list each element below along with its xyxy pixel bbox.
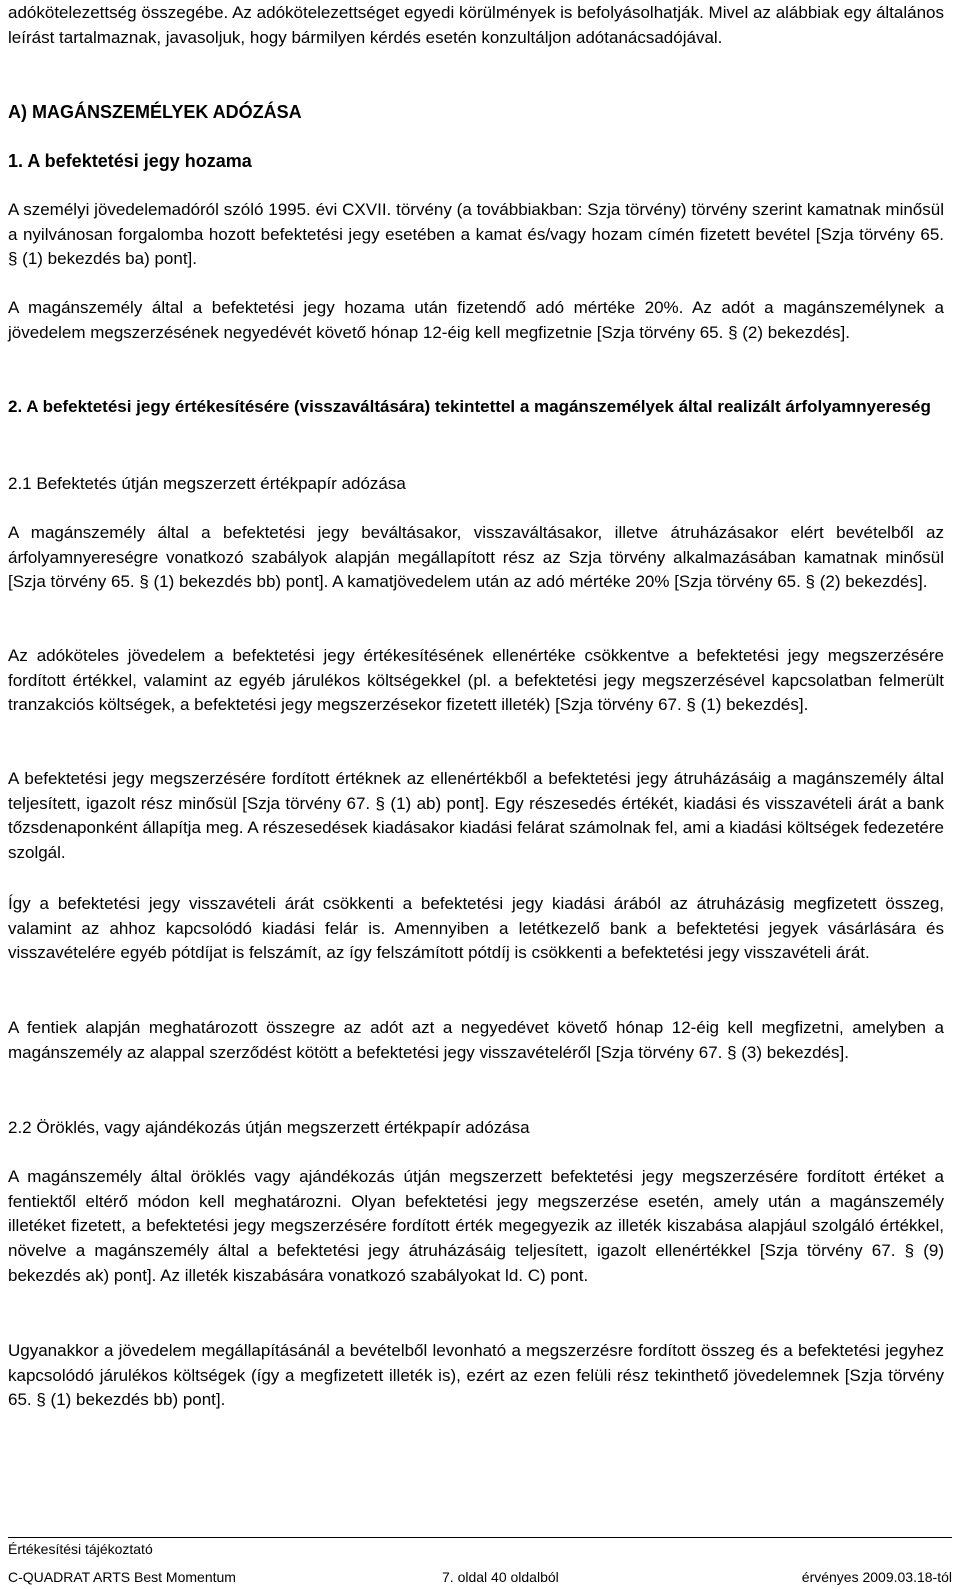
footer-fund-name: C-QUADRAT ARTS Best Momentum bbox=[8, 1569, 236, 1585]
paragraph-szja-kamat: A személyi jövedelemadóról szóló 1995. évi CXVII. törvény (a továbbiakban: Szja törvény) törvény szerint kamatnak minősül a nyilvánosan forgalomba hozott befektetési jegy esetében a kamat és/vagy hozam címén fizetett bevétel [Szja törvény 65. § (1) bekezdés ba) pont]. bbox=[8, 200, 944, 269]
heading-2-1: 2.1 Befektetés útján megszerzett értékpapír adózása bbox=[8, 474, 406, 493]
paragraph-visszaveteli-ar: Így a befektetési jegy visszavételi árát csökkenti a befektetési jegy kiadási árából az átruházásig megfizetett összeg, valamint az ahhoz kapcsolódó kiadási felár is. Amennyiben a letétkezelő bank a befektetési jegyek vásárlására és visszavételére egyéb pótdíjat is felszámít, az így felszámított pótdíj is csökkenti a befektetési jegy visszavételi árát. bbox=[8, 894, 944, 963]
paragraph-adokoteles-jovedelem: Az adóköteles jövedelem a befektetési jegy értékesítésének ellenértéke csökkentve a befektetési jegy megszerzésére fordított értékkel, valamint az egyéb járulékos költségekkel (pl. a befektetési jegy megszerzésével kapcsolatban felmerült tranzakciós költségek, a befektetési jegy megszerzésekor fizetett illeték) [Szja törvény 67. § (1) bekezdés]. bbox=[8, 646, 944, 715]
paragraph-orokles: A magánszemély által öröklés vagy ajándékozás útján megszerzett befektetési jegy megszerzésére fordított értéket a fentiektől eltérő módon kell meghatározni. Olyan befektetési jegy megszerzése esetén, amely után a magánszemély illetéket fizetett, a befektetési jegy megszerzésére fordított érték megegyezik az illeték kiszabása alapjául szolgáló értékkel, növelve a magánszemély által a befektetési jegy átruházásáig teljesített, igazolt ellenértékkel [Szja törvény 67. § (9) bekezdés ak) pont]. Az illeték kiszabására vonatkozó szabályokat ld. C) pont. bbox=[8, 1167, 944, 1285]
heading-2-arfolyamnyereseg: 2. A befektetési jegy értékesítésére (visszaváltására) tekintettel a magánszemélyek által realizált árfolyamnyereség bbox=[8, 397, 931, 416]
footer-page-number: 7. oldal 40 oldalból bbox=[442, 1569, 559, 1585]
heading-1-hozam: 1. A befektetési jegy hozama bbox=[8, 151, 252, 171]
paragraph-megszerzes-ertek: A befektetési jegy megszerzésére fordított értéknek az ellenértékből a befektetési jegy átruházásáig a magánszemély által teljesített, igazolt rész minősül [Szja törvény 67. § (1) ab) pont]. Egy részesedés értékét, kiadási és visszavételi árát a bank tőzsdenaponként állapítja meg. A részesedések kiadásakor kiadási felárat számolnak fel, ami a kiadási költségek fedezetére szolgál. bbox=[8, 769, 944, 863]
paragraph-ado-mertek: A magánszemély által a befektetési jegy hozama után fizetendő adó mértéke 20%. Az adót a magánszemélynek a jövedelem megszerzésének negyedévét követő hónap 12-éig kell megfizetnie [Szja törvény 65. § (2) bekezdés]. bbox=[8, 298, 944, 342]
paragraph-bevaltas: A magánszemély által a befektetési jegy beváltásakor, visszaváltásakor, illetve átruházásakor elért bevételből az árfolyamnyereségre vonatkozó szabályok alapján megállapított rész az Szja törvény alkalmazásában kamatnak minősül [Szja törvény 65. § (1) bekezdés bb) pont]. A kamatjövedelem után az adó mértéke 20% [Szja törvény 65. § (2) bekezdés]. bbox=[8, 523, 944, 592]
heading-2-2: 2.2 Öröklés, vagy ajándékozás útján megszerzett értékpapír adózása bbox=[8, 1118, 530, 1137]
paragraph-megfizetes: A fentiek alapján meghatározott összegre az adót azt a negyedévet követő hónap 12-éig kell megfizetni, amelyben a magánszemély az alappal szerződést kötött a befektetési jegy visszavételéről [Szja törvény 67. § (3) bekezdés]. bbox=[8, 1018, 944, 1062]
footer-divider bbox=[8, 1537, 952, 1538]
footer-title: Értékesítési tájékoztató bbox=[8, 1541, 153, 1557]
heading-a-maganszemelyek: A) MAGÁNSZEMÉLYEK ADÓZÁSA bbox=[8, 102, 302, 122]
paragraph-levonhato: Ugyanakkor a jövedelem megállapításánál a bevételből levonható a megszerzésre fordított összeg és a befektetési jegyhez kapcsolódó járulékos költségek (így a megfizetett illeték is), ezért az ezen felüli rész tekinthető jövedelemnek [Szja törvény 65. § (1) bekezdés bb) pont]. bbox=[8, 1341, 944, 1410]
footer-validity: érvényes 2009.03.18-tól bbox=[801, 1569, 952, 1585]
paragraph-intro: adókötelezettség összegébe. Az adókötelezettséget egyedi körülmények is befolyásolhatják. Mivel az alábbiak egy általános leírást tartalmaznak, javasoljuk, hogy bármilyen kérdés esetén konzultáljon adótanácsadójával. bbox=[8, 3, 944, 47]
